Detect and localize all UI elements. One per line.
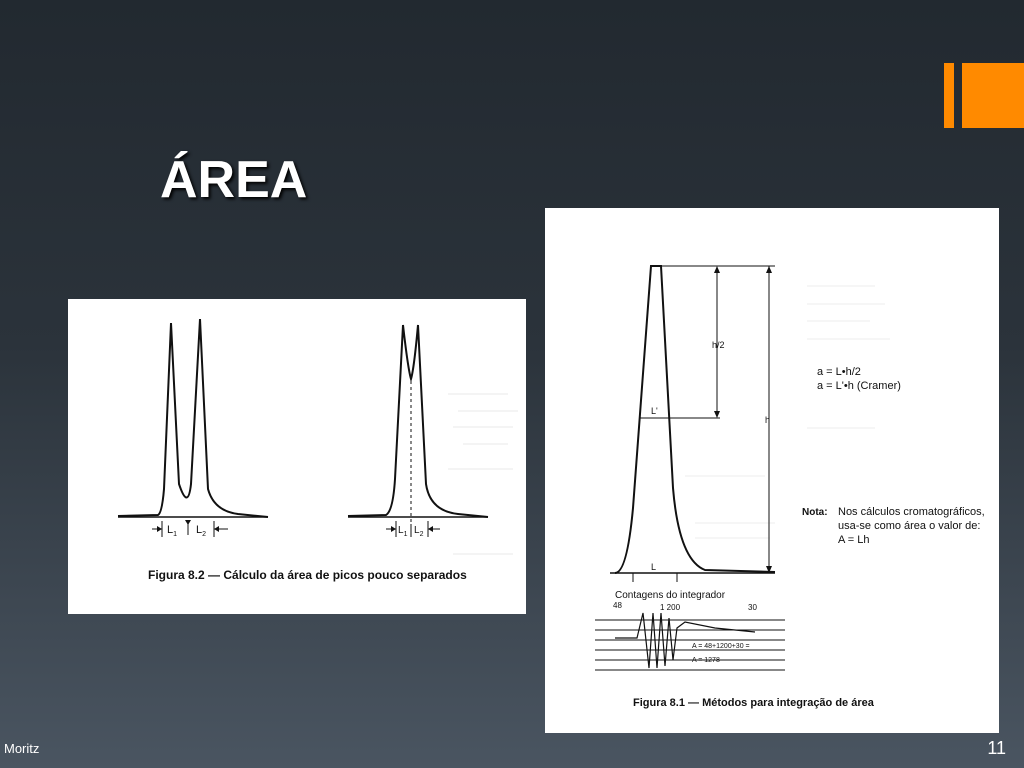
figure-right-caption: Figura 8.1 — Métodos para integração de área bbox=[633, 697, 874, 709]
label-l1-right: $L_1$ bbox=[398, 525, 408, 538]
label-l-prime: L' bbox=[651, 406, 658, 416]
figure-left-caption: Figura 8.2 — Cálculo da área de picos pouco separados bbox=[148, 568, 467, 582]
label-l2-left: $L_2$ bbox=[196, 524, 207, 538]
integrator-result-1: A = 48+1200+30 = bbox=[692, 643, 750, 650]
count-48: 48 bbox=[613, 601, 622, 610]
note-line-3: A = Lh bbox=[838, 534, 870, 546]
count-30: 30 bbox=[748, 603, 757, 612]
count-1200: 1 200 bbox=[660, 603, 681, 612]
label-l1-left: $L_1$ bbox=[167, 524, 178, 538]
accent-bar-thin bbox=[944, 63, 954, 128]
label-l: L bbox=[651, 562, 657, 572]
note-label: Nota: bbox=[802, 507, 828, 518]
formula-half-height: a = L•h/2 bbox=[817, 366, 861, 378]
note-line-1: Nos cálculos cromatográficos, bbox=[838, 506, 985, 518]
figure-left-svg bbox=[68, 299, 526, 614]
integrator-strip bbox=[595, 620, 785, 670]
formula-cramer: a = L'•h (Cramer) bbox=[817, 380, 901, 392]
chromatogram-two-peaks-left bbox=[118, 319, 268, 517]
chromatogram-single-peak bbox=[615, 266, 775, 573]
figure-right-svg bbox=[545, 208, 999, 733]
accent-bar-wide bbox=[962, 63, 1024, 128]
chromatogram-two-peaks-right bbox=[348, 325, 488, 517]
page-number: 11 bbox=[987, 738, 1006, 758]
integrator-label: Contagens do integrador bbox=[615, 590, 726, 601]
label-half-height: h/2 bbox=[712, 340, 725, 350]
label-height: h bbox=[765, 415, 771, 425]
label-l2-right: $L_2$ bbox=[414, 525, 424, 538]
footer-author: Moritz bbox=[4, 741, 40, 756]
note-line-2: usa-se como área o valor de: bbox=[838, 520, 981, 532]
figure-peaks-separation bbox=[68, 299, 526, 614]
figure-area-integration bbox=[545, 208, 999, 733]
integrator-result-2: A = 1278 bbox=[692, 657, 720, 664]
slide-title: ÁREA bbox=[160, 151, 308, 209]
